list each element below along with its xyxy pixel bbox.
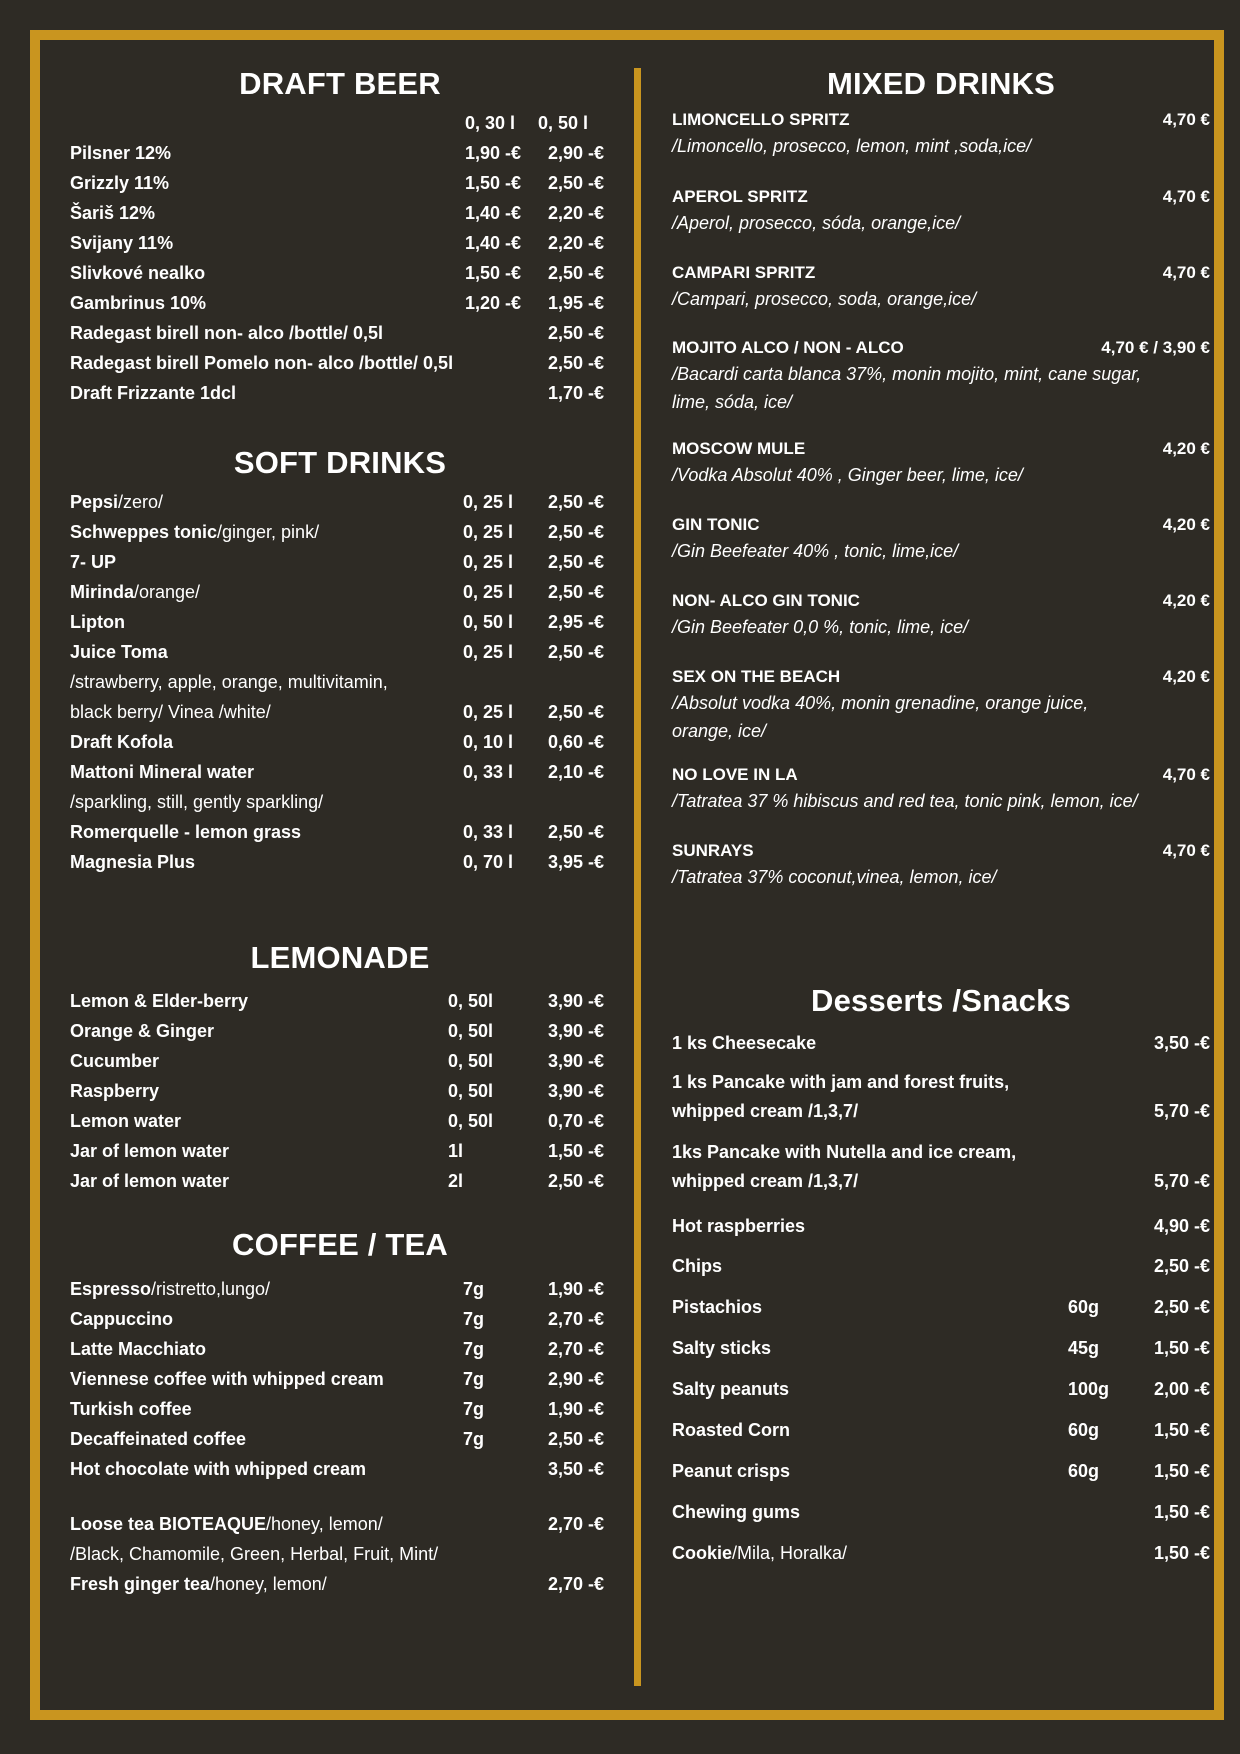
table-row <box>70 1141 610 1171</box>
item-price: 2,50 -€ <box>548 552 605 572</box>
drink-description: lime, sóda, ice/ <box>672 392 793 412</box>
table-row <box>70 492 610 522</box>
item-price: 3,90 -€ <box>548 1051 605 1071</box>
item-name: Fresh ginger tea <box>70 1574 211 1594</box>
volume-header-030: 0, 30 l <box>465 113 516 133</box>
item-name: Mattoni Mineral water <box>70 762 255 782</box>
item-volume: 0, 50l <box>448 1051 494 1071</box>
item-name: Roasted Corn <box>672 1420 791 1440</box>
item-name: Juice Toma <box>70 642 168 662</box>
table-row <box>70 383 610 413</box>
item-note: /zero/ <box>118 492 164 512</box>
table-row <box>70 582 610 612</box>
item-name: Espresso <box>70 1279 152 1299</box>
drink-price: 4,20 € <box>1162 515 1210 534</box>
item-name: Gambrinus 10% <box>70 293 207 313</box>
item-grams: 7g <box>463 1399 485 1419</box>
table-row <box>672 1072 1210 1102</box>
item-name: Schweppes tonic <box>70 522 218 542</box>
item-price: 2,50 -€ <box>548 582 605 602</box>
table-row <box>672 1379 1210 1409</box>
item-price: 2,50 -€ <box>548 642 605 662</box>
drink-description: /Absolut vodka 40%, monin grenadine, orange juice, <box>672 693 1089 713</box>
drink-description: /Campari, prosecco, soda, orange,ice/ <box>672 289 977 309</box>
item-name: Draft Kofola <box>70 732 173 752</box>
item-note: /strawberry, apple, orange, multivitamin, <box>70 672 388 692</box>
item-grams: 7g <box>463 1369 485 1389</box>
table-row <box>70 293 610 323</box>
item-price: 2,50 -€ <box>548 1429 605 1449</box>
table-row <box>70 1111 610 1141</box>
price-030: 1,90 -€ <box>465 143 522 163</box>
item-volume: 0, 33 l <box>463 822 514 842</box>
table-row <box>672 1297 1210 1327</box>
item-name: Cappuccino <box>70 1309 174 1329</box>
table-row <box>70 1339 610 1369</box>
mixed-drink-desc-row <box>672 791 1210 821</box>
drink-description: /Gin Beefeater 0,0 %, tonic, lime, ice/ <box>672 617 969 637</box>
item-volume: 0, 25 l <box>463 492 514 512</box>
table-row <box>672 1420 1210 1450</box>
item-name: Lemon & Elder-berry <box>70 991 249 1011</box>
item-name: Turkish coffee <box>70 1399 192 1419</box>
item-volume: 0, 50l <box>448 1021 494 1041</box>
mixed-drink-desc-row <box>672 364 1210 394</box>
price-030: 1,40 -€ <box>465 233 522 253</box>
item-name: Latte Macchiato <box>70 1339 207 1359</box>
drink-description: orange, ice/ <box>672 721 767 741</box>
table-row <box>70 353 610 383</box>
item-name: Lemon water <box>70 1111 182 1131</box>
item-note: /ginger, pink/ <box>217 522 320 542</box>
table-row <box>70 1171 610 1201</box>
table-row <box>70 612 610 642</box>
item-grams: 7g <box>463 1309 485 1329</box>
item-price: 1,50 -€ <box>548 1141 605 1161</box>
price-050: 2,20 -€ <box>548 233 605 253</box>
table-row <box>70 991 610 1021</box>
item-name: Radegast birell Pomelo non- alco /bottle/ 0,5l <box>70 353 454 373</box>
drink-name: MOSCOW MULE <box>672 439 806 458</box>
drink-price: 4,20 € <box>1162 591 1210 610</box>
table-row <box>70 1279 610 1309</box>
table-row <box>70 732 610 762</box>
drink-price: 4,20 € <box>1162 439 1210 458</box>
item-grams: 7g <box>463 1429 485 1449</box>
item-price: 2,50 -€ <box>548 522 605 542</box>
item-volume: 0, 50 l <box>463 612 514 632</box>
price-050: 2,50 -€ <box>548 173 605 193</box>
table-row <box>70 1021 610 1051</box>
item-name: Cookie <box>672 1543 733 1563</box>
item-note: /orange/ <box>134 582 201 602</box>
item-name: Loose tea BIOTEAQUE <box>70 1514 267 1534</box>
item-price: 5,70 -€ <box>1153 1101 1210 1121</box>
item-name: Magnesia Plus <box>70 852 196 872</box>
item-volume: 0, 25 l <box>463 582 514 602</box>
table-row <box>70 263 610 293</box>
table-row <box>70 1429 610 1459</box>
item-name: Orange & Ginger <box>70 1021 215 1041</box>
item-price: 3,90 -€ <box>548 1021 605 1041</box>
item-volume: 0, 25 l <box>463 522 514 542</box>
table-row <box>70 323 610 353</box>
table-row <box>70 1574 610 1604</box>
drink-name: NO LOVE IN LA <box>672 765 798 784</box>
item-name: Peanut crisps <box>672 1461 791 1481</box>
mixed-drink-desc-row <box>672 721 1210 751</box>
item-price: 3,50 -€ <box>1153 1033 1210 1053</box>
soft-drinks-title: SOFT DRINKS <box>233 445 447 480</box>
drink-name: SEX ON THE BEACH <box>672 667 841 686</box>
item-price: 1,90 -€ <box>548 1399 605 1419</box>
drink-description: /Aperol, prosecco, sóda, orange,ice/ <box>672 213 961 233</box>
item-price: 3,95 -€ <box>548 852 605 872</box>
item-price: 3,90 -€ <box>548 991 605 1011</box>
item-name: Chewing gums <box>672 1502 801 1522</box>
drink-description: /Tatratea 37% coconut,vinea, lemon, ice/ <box>672 867 997 887</box>
item-price: 2,70 -€ <box>548 1309 605 1329</box>
table-row <box>70 702 610 732</box>
item-price: 2,50 -€ <box>548 822 605 842</box>
item-name: Chips <box>672 1256 723 1276</box>
price-030: 1,20 -€ <box>465 293 522 313</box>
item-price: 1,50 -€ <box>1153 1420 1210 1440</box>
drink-price: 4,20 € <box>1162 667 1210 686</box>
item-price: 2,90 -€ <box>548 1369 605 1389</box>
item-volume: 0, 50l <box>448 1081 494 1101</box>
item-price: 2,50 -€ <box>548 702 605 722</box>
item-name: Svijany 11% <box>70 233 174 253</box>
item-name: Pistachios <box>672 1297 763 1317</box>
table-row <box>70 1514 610 1544</box>
item-volume: 0, 50l <box>448 991 494 1011</box>
item-name: Jar of lemon water <box>70 1171 230 1191</box>
item-volume: 1l <box>448 1141 464 1161</box>
item-price: 2,50 -€ <box>1153 1297 1210 1317</box>
item-name: 1 ks Pancake with jam and forest fruits, <box>672 1072 1010 1092</box>
price-050: 2,90 -€ <box>548 143 605 163</box>
item-name: Salty peanuts <box>672 1379 790 1399</box>
item-price: 2,70 -€ <box>548 1514 605 1534</box>
item-name: Jar of lemon water <box>70 1141 230 1161</box>
table-row <box>672 1216 1210 1246</box>
drink-name: SUNRAYS <box>672 841 754 860</box>
mixed-drink-desc-row <box>672 465 1210 495</box>
item-grams: 60g <box>1068 1461 1100 1481</box>
table-row <box>672 1256 1210 1286</box>
lemonade-title: LEMONADE <box>250 940 430 975</box>
item-price: 5,70 -€ <box>1153 1171 1210 1191</box>
item-grams: 100g <box>1068 1379 1110 1399</box>
item-volume: 0, 50l <box>448 1111 494 1131</box>
drink-description: /Gin Beefeater 40% , tonic, lime,ice/ <box>672 541 959 561</box>
item-price: 2,10 -€ <box>548 762 605 782</box>
item-volume: 0, 33 l <box>463 762 514 782</box>
item-note: /ristretto,lungo/ <box>151 1279 271 1299</box>
item-price: 4,90 -€ <box>1153 1216 1210 1236</box>
table-row <box>70 1051 610 1081</box>
item-price: 2,70 -€ <box>548 1574 605 1594</box>
item-name: Viennese coffee with whipped cream <box>70 1369 384 1389</box>
drink-description: /Bacardi carta blanca 37%, monin mojito, mint, cane sugar, <box>672 364 1142 384</box>
mixed-drink-desc-row <box>672 693 1210 723</box>
table-row <box>672 1101 1210 1131</box>
price-050: 2,50 -€ <box>548 263 605 283</box>
price-030: 1,40 -€ <box>465 203 522 223</box>
table-row <box>70 1309 610 1339</box>
drink-price: 4,70 € <box>1162 187 1210 206</box>
item-name: Slivkové nealko <box>70 263 206 283</box>
item-name: Pepsi <box>70 492 119 512</box>
item-price: 2,50 -€ <box>1153 1256 1210 1276</box>
drink-name: APEROL SPRITZ <box>672 187 808 206</box>
item-price: 0,70 -€ <box>548 1111 605 1131</box>
table-row <box>70 822 610 852</box>
item-name: Cucumber <box>70 1051 160 1071</box>
drink-price: 4,70 € <box>1162 110 1210 129</box>
table-row <box>70 203 610 233</box>
table-row <box>70 1459 610 1489</box>
item-grams: 60g <box>1068 1420 1100 1440</box>
table-row <box>672 1502 1210 1532</box>
drink-price: 4,70 € <box>1162 841 1210 860</box>
table-row <box>70 1081 610 1111</box>
drink-description: /Vodka Absolut 40% , Ginger beer, lime, ice/ <box>672 465 1023 485</box>
table-row <box>70 522 610 552</box>
item-price: 3,50 -€ <box>548 1459 605 1479</box>
item-price: 2,50 -€ <box>548 1171 605 1191</box>
table-row <box>70 1369 610 1399</box>
item-price: 1,50 -€ <box>1153 1338 1210 1358</box>
item-price: 1,90 -€ <box>548 1279 605 1299</box>
item-name: 7- UP <box>70 552 117 572</box>
item-price: 1,50 -€ <box>1153 1543 1210 1563</box>
mixed-drinks-title: MIXED DRINKS <box>826 66 1056 101</box>
item-name: whipped cream /1,3,7/ <box>672 1101 859 1121</box>
table-row <box>672 1543 1210 1573</box>
volume-header-050: 0, 50 l <box>538 113 589 133</box>
drink-description: /Tatratea 37 % hibiscus and red tea, tonic pink, lemon, ice/ <box>672 791 1138 811</box>
item-name: Raspberry <box>70 1081 160 1101</box>
mixed-drink-desc-row <box>672 617 1210 647</box>
item-volume: 0, 25 l <box>463 552 514 572</box>
table-row <box>672 1338 1210 1368</box>
item-volume: 0, 10 l <box>463 732 514 752</box>
item-note: /honey, lemon/ <box>210 1574 327 1594</box>
item-price: 2,70 -€ <box>548 1339 605 1359</box>
table-row <box>70 1399 610 1429</box>
item-name: Draft Frizzante 1dcl <box>70 383 237 403</box>
item-name: 1 ks Cheesecake <box>672 1033 817 1053</box>
table-row <box>70 233 610 263</box>
price-030: 1,50 -€ <box>465 173 522 193</box>
item-name: Grizzly 11% <box>70 173 170 193</box>
table-row <box>672 1142 1210 1172</box>
item-price: 1,50 -€ <box>1153 1502 1210 1522</box>
item-name: Hot chocolate with whipped cream <box>70 1459 367 1479</box>
item-volume: 2l <box>448 1171 464 1191</box>
table-row <box>70 642 610 672</box>
item-grams: 7g <box>463 1279 485 1299</box>
draft-beer-title: DRAFT BEER <box>239 66 441 101</box>
item-price: 2,50 -€ <box>548 492 605 512</box>
item-volume: 0, 25 l <box>463 702 514 722</box>
table-row <box>70 762 610 792</box>
mixed-drink-desc-row <box>672 213 1210 243</box>
table-row <box>70 792 610 822</box>
item-name: Radegast birell non- alco /bottle/ 0,5l <box>70 323 384 343</box>
item-note: /Black, Chamomile, Green, Herbal, Fruit, Mint/ <box>70 1544 439 1564</box>
table-row <box>672 1171 1210 1201</box>
price-050: 2,50 -€ <box>548 323 605 343</box>
table-row <box>672 1461 1210 1491</box>
item-grams: 45g <box>1068 1338 1100 1358</box>
drink-price: 4,70 € <box>1162 765 1210 784</box>
item-name: Hot raspberries <box>672 1216 806 1236</box>
item-price: 2,95 -€ <box>548 612 605 632</box>
coffee-tea-title: COFFEE / TEA <box>232 1227 448 1262</box>
item-volume: 0, 25 l <box>463 642 514 662</box>
table-row <box>70 143 610 173</box>
item-name: 1ks Pancake with Nutella and ice cream, <box>672 1142 1017 1162</box>
table-row <box>672 1033 1210 1063</box>
drink-name: CAMPARI SPRITZ <box>672 263 816 282</box>
item-price: 0,60 -€ <box>548 732 605 752</box>
item-name: Lipton <box>70 612 125 632</box>
drink-name: GIN TONIC <box>672 515 760 534</box>
item-note: /Mila, Horalka/ <box>732 1543 848 1563</box>
drink-name: MOJITO ALCO / NON - ALCO <box>672 338 904 357</box>
item-name: Decaffeinated coffee <box>70 1429 247 1449</box>
mixed-drink-desc-row <box>672 541 1210 571</box>
mixed-drink-desc-row <box>672 392 1210 422</box>
item-price: 1,50 -€ <box>1153 1461 1210 1481</box>
table-row <box>70 173 610 203</box>
mixed-drink-desc-row <box>672 136 1210 166</box>
price-050: 2,50 -€ <box>548 353 605 373</box>
desserts-snacks-title: Desserts /Snacks <box>811 983 1071 1018</box>
price-050: 2,20 -€ <box>548 203 605 223</box>
item-price: 3,90 -€ <box>548 1081 605 1101</box>
table-row <box>70 672 610 702</box>
item-name: Šariš 12% <box>70 203 156 223</box>
price-030: 1,50 -€ <box>465 263 522 283</box>
item-name: Salty sticks <box>672 1338 772 1358</box>
price-050: 1,70 -€ <box>548 383 605 403</box>
item-name: Romerquelle - lemon grass <box>70 822 302 842</box>
item-grams: 60g <box>1068 1297 1100 1317</box>
drink-name: NON- ALCO GIN TONIC <box>672 591 860 610</box>
item-price: 2,00 -€ <box>1153 1379 1210 1399</box>
table-row <box>70 1544 610 1574</box>
drink-description: /Limoncello, prosecco, lemon, mint ,soda,ice/ <box>672 136 1032 156</box>
item-name: whipped cream /1,3,7/ <box>672 1171 859 1191</box>
item-name: Pilsner 12% <box>70 143 172 163</box>
draft-beer-header <box>70 113 610 143</box>
column-divider <box>634 68 641 1686</box>
drink-price: 4,70 € <box>1162 263 1210 282</box>
mixed-drink-desc-row <box>672 289 1210 319</box>
mixed-drink-desc-row <box>672 867 1210 897</box>
table-row <box>70 852 610 882</box>
table-row <box>70 552 610 582</box>
drink-price: 4,70 € / 3,90 € <box>1101 338 1210 357</box>
item-grams: 7g <box>463 1339 485 1359</box>
item-note: black berry/ Vinea /white/ <box>70 702 271 722</box>
item-note: /honey, lemon/ <box>266 1514 383 1534</box>
drink-name: LIMONCELLO SPRITZ <box>672 110 850 129</box>
price-050: 1,95 -€ <box>548 293 605 313</box>
item-volume: 0, 70 l <box>463 852 514 872</box>
item-note: /sparkling, still, gently sparkling/ <box>70 792 324 812</box>
item-name: Mirinda <box>70 582 135 602</box>
